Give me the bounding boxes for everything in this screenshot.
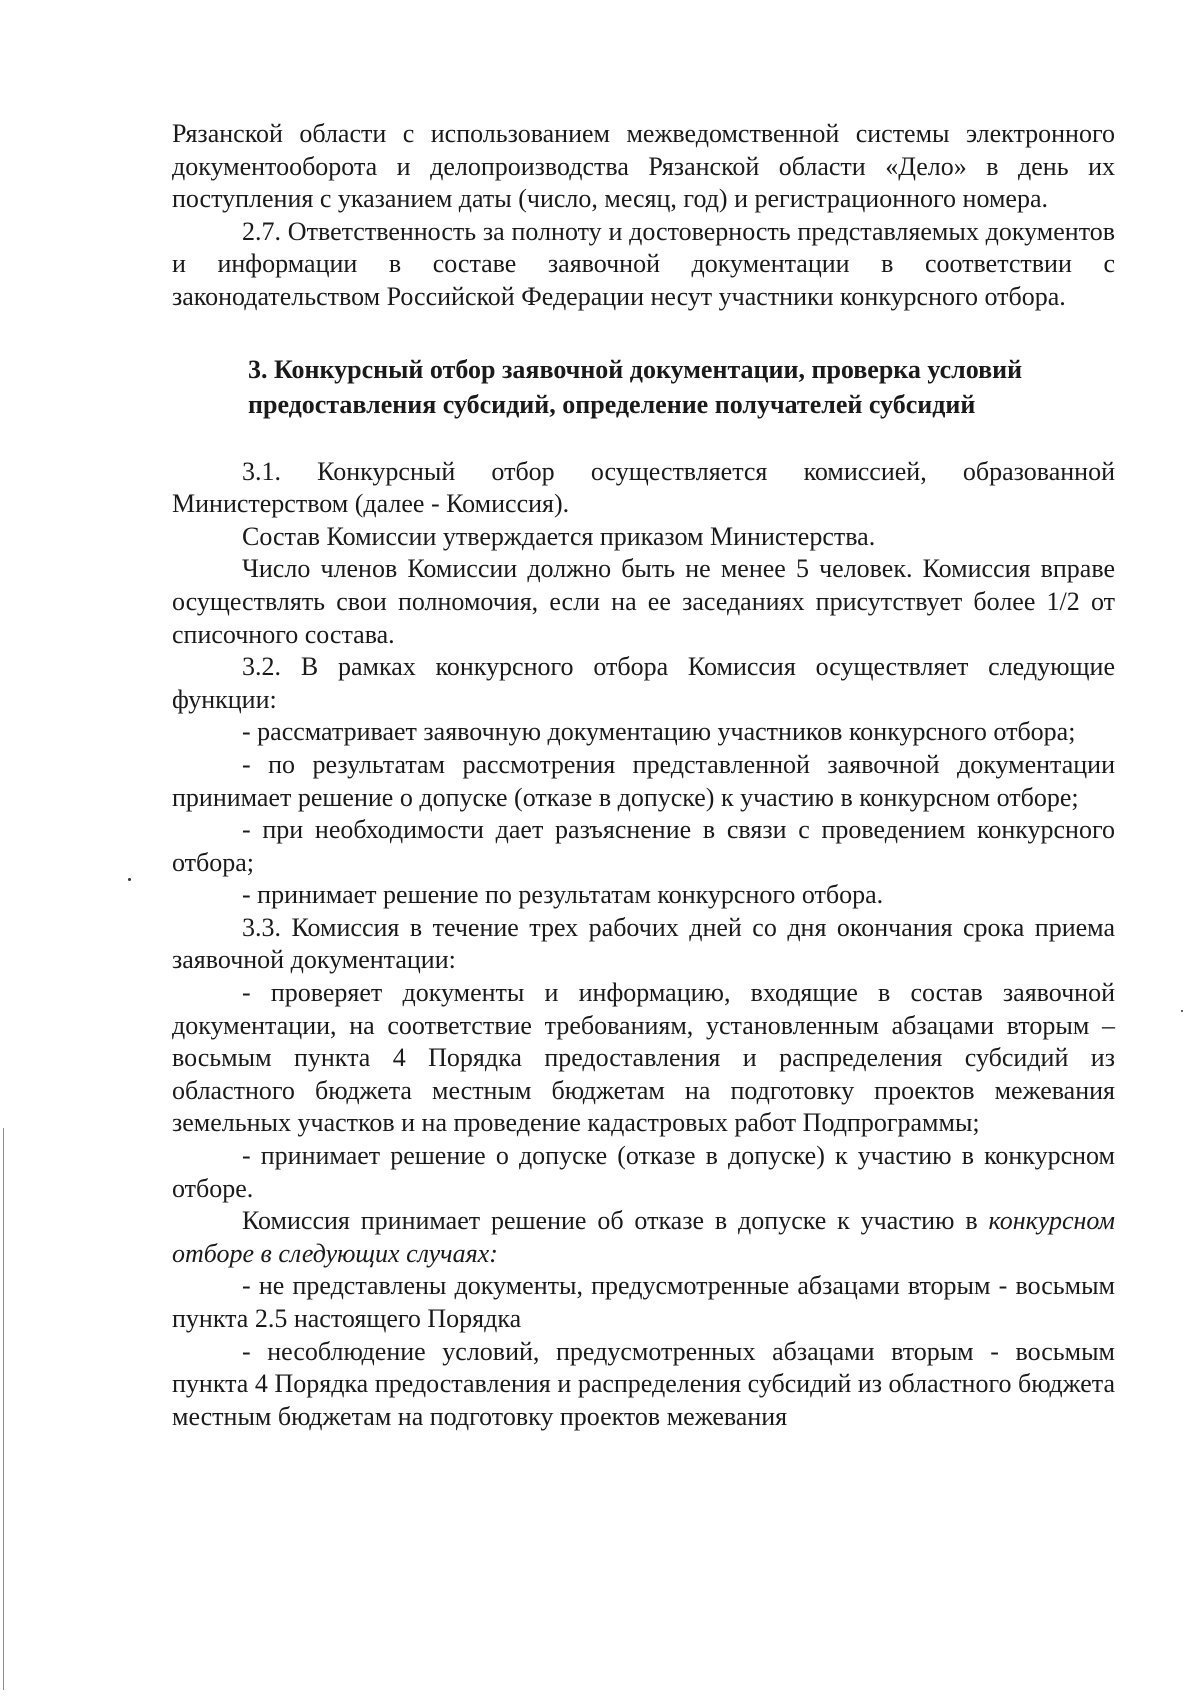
section-3-heading-line1: 3. Конкурсный отбор заявочной документации, проверка условий [248, 354, 1023, 384]
scan-speck [128, 878, 131, 881]
list-item-result-decision: - принимает решение по результатам конкурсного отбора. [242, 880, 884, 910]
paragraph-refusal-cases [172, 1205, 1115, 1270]
refusal-cases-text: Комиссия принимает решение об отказе в допуске к участию в [242, 1206, 978, 1236]
section-3-heading [172, 352, 1115, 422]
list-item-admission-decision: - по результатам рассмотрения представленной заявочной документации принимает решение о допуске (отказе в допуске) к участию в конкурсном отборе; [172, 749, 1115, 812]
list-item-clarification: - при необходимости дает разъяснение в связи с проведением конкурсного отбора; [172, 815, 1115, 877]
scan-edge-line [3, 1128, 4, 1690]
paragraph-2-7: 2.7. Ответственность за полноту и достоверность представляемых документов и информации в составе заявочной документации в соответствии с законодательством Российской Федерации несут участники конкурсного отбора. [172, 216, 1115, 311]
list-item-admission: - принимает решение о допуске (отказе в допуске) к участию в конкурсном отборе. [172, 1141, 1115, 1203]
scan-speck [1181, 1010, 1183, 1012]
list-item-missing-documents: - не представлены документы, предусмотренные абзацами вторым - восьмым пункта 2.5 настоящего Порядка [172, 1271, 1115, 1333]
paragraph-3-3: 3.3. Комиссия в течение трех рабочих дней со дня окончания срока приема заявочной документации: [172, 912, 1115, 975]
document-page [172, 118, 1115, 1433]
paragraph-3-1: 3.1. Конкурсный отбор осуществляется комиссией, образованной Министерством (далее - Комиссия). [172, 456, 1115, 519]
paragraph-commission-members: Число членов Комиссии должно быть не менее 5 человек. Комиссия вправе осуществлять свои полномочия, если на ее заседаниях присутствует более 1/2 от списочного состава. [172, 554, 1115, 649]
list-item-review: - рассматривает заявочную документацию участников конкурсного отбора; [242, 717, 1076, 747]
list-item-noncompliance: - несоблюдение условий, предусмотренных абзацами вторым - восьмым пункта 4 Порядка предоставления и распределения субсидий из областного бюджета местным бюджетам на подготовку проектов межевания [172, 1336, 1115, 1431]
refusal-cases-italic: конкурсном отборе в следующих случаях: [172, 1206, 1115, 1268]
list-item-check-documents: - проверяет документы и информацию, входящие в состав заявочной документации, на соответствие требованиям, установленным абзацами вторым – восьмым пункта 4 Порядка предоставления и распределения субсидий из областного бюджета местным бюджетам на подготовку проектов межевания земельных участков и на проведение кадастровых работ Подпрограммы; [172, 978, 1115, 1138]
paragraph-3-2: 3.2. В рамках конкурсного отбора Комиссия осуществляет следующие функции: [172, 652, 1115, 714]
section-3-heading-line2: предоставления субсидий, определение получателей субсидий [248, 389, 976, 419]
paragraph-commission-composition: Состав Комиссии утверждается приказом Министерства. [242, 521, 876, 551]
paragraph-registration: Рязанской области с использованием межведомственной системы электронного документооборота и делопроизводства Рязанской области «Дело» в день их поступления с указанием даты (число, месяц, год) и регистрационного номера. [172, 119, 1115, 214]
